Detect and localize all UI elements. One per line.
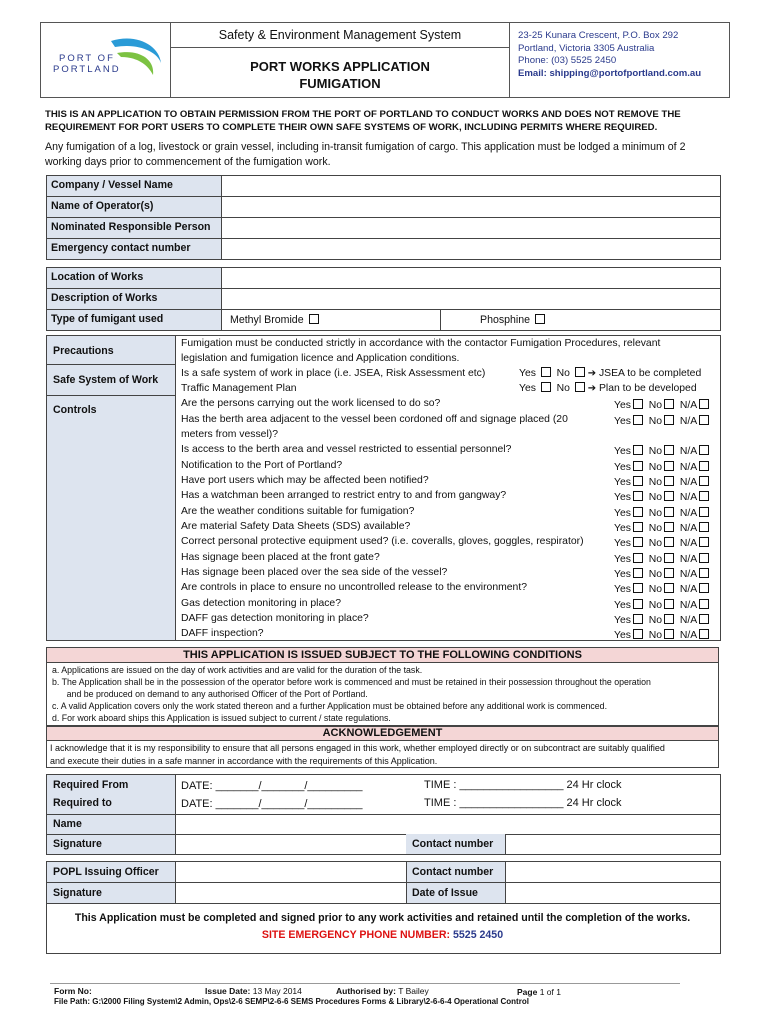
- control-na-checkbox[interactable]: [699, 491, 709, 501]
- control-options: [614, 399, 709, 411]
- to-time-field[interactable]: TIME : _________________ 24 Hr clock: [424, 797, 622, 809]
- control-no-checkbox[interactable]: [664, 614, 674, 624]
- ssw-2-no-label: No: [556, 383, 570, 394]
- logo-line-1: PORT OF: [59, 53, 115, 64]
- control-question: Notification to the Port of Portland?: [181, 460, 343, 471]
- control-na-label: N/A: [679, 615, 698, 626]
- page-number: [517, 987, 561, 997]
- description-label: Description of Works: [47, 289, 222, 309]
- control-yes-label: Yes: [614, 508, 631, 519]
- emergency-contact-row[interactable]: [46, 238, 721, 260]
- header-title-box: [170, 22, 510, 98]
- control-question: Are material Safety Data Sheets (SDS) available?: [181, 521, 411, 532]
- control-yes-label: Yes: [614, 600, 631, 611]
- officer-signature-label: Signature: [53, 887, 102, 899]
- authorised-by: [336, 986, 429, 996]
- application-title: [171, 58, 509, 92]
- control-na-checkbox[interactable]: [699, 399, 709, 409]
- officer-contact-input[interactable]: [507, 862, 720, 882]
- control-yes-checkbox[interactable]: [633, 476, 643, 486]
- control-yes-label: Yes: [614, 400, 631, 411]
- control-yes-checkbox[interactable]: [633, 629, 643, 639]
- ssw-2-action: Plan to be developed: [598, 383, 697, 394]
- control-no-checkbox[interactable]: [664, 553, 674, 563]
- ssw-2-yes-label: Yes: [519, 383, 536, 394]
- phosphine-label: Phosphine: [480, 314, 531, 326]
- contact-number-input[interactable]: [507, 835, 720, 854]
- intro-line-2: working days prior to commencement of the fumigation work.: [45, 156, 331, 168]
- email-link[interactable]: Email: shipping@portofportland.com.au: [518, 67, 702, 79]
- controls-label: Controls: [53, 404, 97, 416]
- control-yes-label: Yes: [614, 492, 631, 503]
- operator-label: Name of Operator(s): [47, 197, 222, 217]
- control-no-checkbox[interactable]: [664, 399, 674, 409]
- logo-line-2: PORTLAND: [53, 64, 121, 75]
- authorised-label: Authorised by:: [336, 986, 396, 996]
- control-question: Has the berth area adjacent to the vessel been cordoned off and signage placed (20: [181, 414, 568, 425]
- control-no-checkbox[interactable]: [664, 568, 674, 578]
- issuing-officer-label: POPL Issuing Officer: [53, 866, 159, 878]
- date-of-issue-input[interactable]: [507, 883, 720, 903]
- condition-a: a. Applications are issued on the day of work activities and are valid for the duration of the task.: [52, 665, 423, 675]
- control-question: Are controls in place to ensure no uncontrolled release to the environment?: [181, 582, 527, 593]
- control-na-label: N/A: [679, 630, 698, 641]
- control-yes-checkbox[interactable]: [633, 461, 643, 471]
- condition-b-cont: and be produced on demand to any authorised Officer of the Port of Portland.: [52, 689, 368, 699]
- page-value: 1 of 1: [539, 987, 561, 997]
- methyl-bromide-checkbox[interactable]: [309, 314, 319, 324]
- to-date-field[interactable]: DATE: _______/_______/_________: [181, 798, 363, 810]
- location-row[interactable]: [46, 267, 721, 289]
- control-question: Has signage been placed over the sea side of the vessel?: [181, 567, 448, 578]
- intro-description: [45, 140, 735, 170]
- control-na-checkbox[interactable]: [699, 522, 709, 532]
- control-yes-checkbox[interactable]: [633, 537, 643, 547]
- intro-notice: [45, 108, 735, 134]
- control-na-checkbox[interactable]: [699, 553, 709, 563]
- control-yes-label: Yes: [614, 630, 631, 641]
- fumigant-row: [46, 309, 721, 331]
- officer-signature-input[interactable]: [177, 883, 405, 903]
- control-no-label: No: [648, 569, 663, 580]
- emergency-label: SITE EMERGENCY PHONE NUMBER:: [261, 929, 451, 941]
- safe-system-label: Safe System of Work: [53, 374, 159, 386]
- app-title-line-1: PORT WORKS APPLICATION: [250, 59, 430, 74]
- control-yes-checkbox[interactable]: [633, 583, 643, 593]
- acknowledgement-title: ACKNOWLEDGEMENT: [46, 726, 719, 741]
- control-question: Are the persons carrying out the work licensed to do so?: [181, 398, 441, 409]
- control-no-label: No: [648, 400, 663, 411]
- officer-contact-label: Contact number: [412, 866, 494, 878]
- control-options: [614, 599, 709, 611]
- schedule-table: [46, 774, 721, 855]
- control-yes-label: Yes: [614, 538, 631, 549]
- control-na-checkbox[interactable]: [699, 476, 709, 486]
- controls-table: [46, 335, 721, 641]
- control-no-label: No: [648, 416, 663, 427]
- required-to-label: Required to: [53, 797, 112, 809]
- intro-notice-line-2: REQUIREMENT FOR PORT USERS TO COMPLETE THEIR OWN SAFE SYSTEMS OF WORK, INCLUDING PERMITS WHERE REQUIRED.: [45, 122, 658, 133]
- control-yes-checkbox[interactable]: [633, 568, 643, 578]
- control-question: Has signage been placed at the front gate?: [181, 552, 380, 563]
- ssw-1-no-checkbox[interactable]: [575, 367, 585, 377]
- control-question: Correct personal protective equipment used? (i.e. coveralls, gloves, goggles, respirator): [181, 536, 584, 547]
- issue-date: [205, 986, 302, 996]
- control-na-label: N/A: [679, 400, 698, 411]
- final-notice: This Application must be completed and signed prior to any work activities and retained until the completion of the works.: [74, 912, 691, 924]
- ssw-1-no-label: No: [556, 368, 570, 379]
- acknowledgement-text: [50, 742, 720, 767]
- conditions-title: THIS APPLICATION IS ISSUED SUBJECT TO THE FOLLOWING CONDITIONS: [46, 647, 719, 663]
- control-na-label: N/A: [679, 492, 698, 503]
- control-na-checkbox[interactable]: [699, 614, 709, 624]
- control-na-checkbox[interactable]: [699, 415, 709, 425]
- company-label: Company / Vessel Name: [47, 176, 222, 196]
- intro-line-1: Any fumigation of a log, livestock or grain vessel, including in-transit fumigation of cargo. This application must be lodged a minimum of 2: [45, 141, 686, 153]
- signature-input[interactable]: [177, 835, 405, 854]
- phosphine-option[interactable]: [480, 314, 545, 326]
- control-na-label: N/A: [679, 554, 698, 565]
- control-options: [614, 629, 709, 641]
- control-na-checkbox[interactable]: [699, 537, 709, 547]
- ssw-2-yes-checkbox[interactable]: [541, 382, 551, 392]
- control-yes-checkbox[interactable]: [633, 553, 643, 563]
- methyl-bromide-option[interactable]: [230, 314, 319, 326]
- control-question: Gas detection monitoring in place?: [181, 598, 341, 609]
- control-question: Have port users which may be affected been notified?: [181, 475, 429, 486]
- control-no-label: No: [648, 492, 663, 503]
- control-options: [614, 583, 709, 595]
- control-no-label: No: [648, 523, 663, 534]
- control-yes-checkbox[interactable]: [633, 445, 643, 455]
- system-title: Safety & Environment Management System: [218, 28, 462, 42]
- control-no-label: No: [648, 600, 663, 611]
- control-options: [614, 445, 709, 457]
- control-yes-checkbox[interactable]: [633, 614, 643, 624]
- address-line-1: 23-25 Kunara Crescent, P.O. Box 292: [518, 30, 679, 41]
- control-yes-label: Yes: [614, 462, 631, 473]
- control-no-checkbox[interactable]: [664, 522, 674, 532]
- contact-number-label: Contact number: [412, 838, 494, 850]
- control-yes-label: Yes: [614, 416, 631, 427]
- precaution-line-2: legislation and fumigation licence and Application conditions.: [181, 353, 460, 364]
- ssw-question-2: Traffic Management Plan: [181, 383, 297, 394]
- control-no-checkbox[interactable]: [664, 445, 674, 455]
- name-label: Name: [53, 818, 82, 830]
- operator-row[interactable]: [46, 196, 721, 218]
- control-no-checkbox[interactable]: [664, 476, 674, 486]
- condition-c: c. A valid Application covers only the work stated thereon and a further Application must be obtained before any additional work is commenced.: [52, 701, 608, 711]
- control-na-label: N/A: [679, 538, 698, 549]
- control-yes-label: Yes: [614, 584, 631, 595]
- control-na-label: N/A: [679, 462, 698, 473]
- control-options: [614, 568, 709, 580]
- control-options: [614, 491, 709, 503]
- control-2-continued: meters from vessel)?: [181, 429, 279, 440]
- signature-label: Signature: [53, 838, 102, 850]
- ssw-1-yes-checkbox[interactable]: [541, 367, 551, 377]
- control-no-checkbox[interactable]: [664, 583, 674, 593]
- control-na-checkbox[interactable]: [699, 507, 709, 517]
- ssw-1-options: [519, 367, 701, 379]
- ssw-2-no-checkbox[interactable]: [575, 382, 585, 392]
- control-na-label: N/A: [679, 600, 698, 611]
- fumigant-label: Type of fumigant used: [47, 310, 222, 330]
- logo-box: [40, 22, 170, 98]
- from-time-field[interactable]: TIME : _________________ 24 Hr clock: [424, 779, 622, 791]
- issue-date-value: 13 May 2014: [252, 986, 302, 996]
- control-options: [614, 415, 709, 427]
- control-no-label: No: [648, 630, 663, 641]
- officer-table: [46, 861, 721, 904]
- control-no-checkbox[interactable]: [664, 629, 674, 639]
- control-na-checkbox[interactable]: [699, 461, 709, 471]
- control-yes-label: Yes: [614, 446, 631, 457]
- phone: Phone: (03) 5525 2450: [518, 55, 617, 66]
- issuing-officer-input[interactable]: [177, 862, 405, 882]
- phosphine-checkbox[interactable]: [535, 314, 545, 324]
- control-no-label: No: [648, 615, 663, 626]
- control-yes-checkbox[interactable]: [633, 507, 643, 517]
- emergency-phone: [46, 929, 719, 941]
- date-of-issue-label: Date of Issue: [412, 887, 478, 899]
- control-no-label: No: [648, 508, 663, 519]
- methyl-bromide-label: Methyl Bromide: [230, 314, 304, 326]
- control-options: [614, 614, 709, 626]
- arrow-icon: ➔: [587, 383, 597, 394]
- control-na-label: N/A: [679, 569, 698, 580]
- ssw-2-options: [519, 382, 697, 394]
- file-path: File Path: G:\2000 Filing System\2 Admin, Ops\2-6 SEMP\2-6-6 SEMS Procedures Forms & Library\2-6-6-4 Operational Control: [54, 997, 529, 1006]
- required-from-label: Required From: [53, 779, 129, 791]
- control-na-checkbox[interactable]: [699, 629, 709, 639]
- from-date-field[interactable]: DATE: _______/_______/_________: [181, 780, 363, 792]
- control-question: Is access to the berth area and vessel restricted to essential personnel?: [181, 444, 512, 455]
- arrow-icon: ➔: [587, 368, 597, 379]
- control-na-label: N/A: [679, 523, 698, 534]
- control-no-label: No: [648, 554, 663, 565]
- precautions-label: Precautions: [53, 345, 114, 357]
- description-row[interactable]: [46, 288, 721, 310]
- app-title-line-2: FUMIGATION: [299, 76, 381, 91]
- control-yes-checkbox[interactable]: [633, 399, 643, 409]
- control-options: [614, 553, 709, 565]
- ack-line-2: and execute their duties in a safe manner in accordance with the requirements of this Application.: [50, 755, 438, 766]
- logo-text: [53, 53, 121, 75]
- control-yes-checkbox[interactable]: [633, 491, 643, 501]
- issue-date-label: Issue Date:: [205, 986, 251, 996]
- control-no-label: No: [648, 462, 663, 473]
- control-yes-label: Yes: [614, 569, 631, 580]
- emergency-contact-label: Emergency contact number: [47, 239, 222, 259]
- control-question: Are the weather conditions suitable for fumigation?: [181, 506, 415, 517]
- control-yes-label: Yes: [614, 477, 631, 488]
- condition-d: d. For work aboard ships this Application is issued subject to current / state regulations.: [52, 713, 391, 723]
- control-question: DAFF gas detection monitoring in place?: [181, 613, 369, 624]
- responsible-person-label: Nominated Responsible Person: [47, 218, 222, 238]
- control-yes-label: Yes: [614, 615, 631, 626]
- control-na-label: N/A: [679, 477, 698, 488]
- control-no-checkbox[interactable]: [664, 491, 674, 501]
- ssw-1-action: JSEA to be completed: [598, 368, 702, 379]
- ssw-question-1: Is a safe system of work in place (i.e. JSEA, Risk Assessment etc): [181, 368, 486, 379]
- control-yes-label: Yes: [614, 523, 631, 534]
- control-options: [614, 507, 709, 519]
- control-no-label: No: [648, 477, 663, 488]
- address-box: [510, 22, 730, 98]
- control-na-label: N/A: [679, 446, 698, 457]
- control-options: [614, 461, 709, 473]
- control-options: [614, 476, 709, 488]
- control-yes-checkbox[interactable]: [633, 415, 643, 425]
- condition-b: b. The Application shall be in the possession of the operator before work is commenced and must be retained in their possession throughout the operation: [52, 677, 651, 687]
- responsible-person-row[interactable]: [46, 217, 721, 239]
- control-question: DAFF inspection?: [181, 628, 264, 639]
- control-yes-label: Yes: [614, 554, 631, 565]
- precaution-line-1: Fumigation must be conducted strictly in accordance with the contactor Fumigation Procedures, relevant: [181, 338, 661, 349]
- location-label: Location of Works: [47, 268, 222, 288]
- control-yes-checkbox[interactable]: [633, 522, 643, 532]
- control-options: [614, 522, 709, 534]
- control-no-checkbox[interactable]: [664, 461, 674, 471]
- control-na-checkbox[interactable]: [699, 599, 709, 609]
- control-no-label: No: [648, 446, 663, 457]
- control-no-label: No: [648, 538, 663, 549]
- control-na-checkbox[interactable]: [699, 568, 709, 578]
- company-row[interactable]: [46, 175, 721, 197]
- control-no-checkbox[interactable]: [664, 507, 674, 517]
- control-na-checkbox[interactable]: [699, 445, 709, 455]
- control-na-label: N/A: [679, 416, 698, 427]
- control-no-checkbox[interactable]: [664, 415, 674, 425]
- ssw-1-yes-label: Yes: [519, 368, 536, 379]
- intro-notice-line-1: THIS IS AN APPLICATION TO OBTAIN PERMISSION FROM THE PORT OF PORTLAND TO CONDUCT WORKS AND DOES NOT REMOVE THE: [45, 109, 681, 120]
- form-number-label: Form No:: [54, 986, 92, 996]
- control-yes-checkbox[interactable]: [633, 599, 643, 609]
- control-question: Has a watchman been arranged to restrict entry to and from gangway?: [181, 490, 507, 501]
- control-no-checkbox[interactable]: [664, 599, 674, 609]
- address-line-2: Portland, Victoria 3305 Australia: [518, 42, 655, 54]
- ack-line-1: I acknowledge that it is my responsibility to ensure that all persons engaged in this work, whether employed directly or on subcontract are suitably qualified: [50, 743, 665, 753]
- control-na-label: N/A: [679, 584, 698, 595]
- control-no-label: No: [648, 584, 663, 595]
- page-label: Page: [517, 987, 538, 997]
- emergency-number: 5525 2450: [453, 929, 504, 941]
- authorised-value: T Bailey: [398, 986, 429, 996]
- control-no-checkbox[interactable]: [664, 537, 674, 547]
- control-options: [614, 537, 709, 549]
- name-input[interactable]: [177, 815, 720, 833]
- control-na-checkbox[interactable]: [699, 583, 709, 593]
- control-na-label: N/A: [679, 508, 698, 519]
